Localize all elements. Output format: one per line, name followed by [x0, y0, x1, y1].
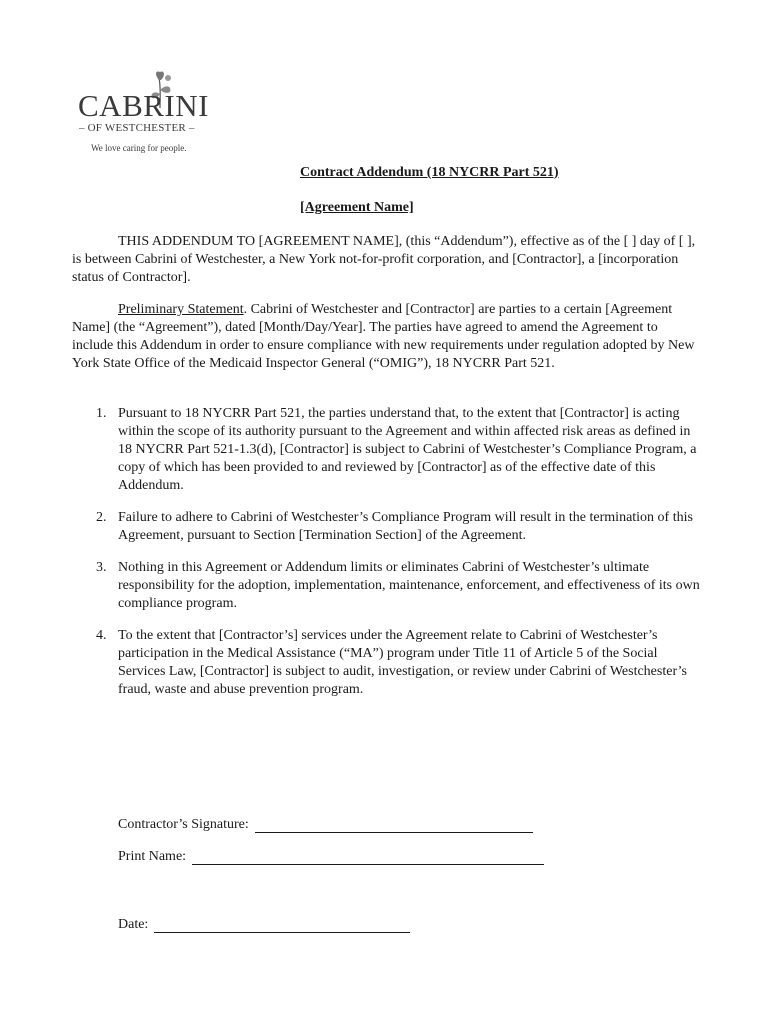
document-title: Contract Addendum (18 NYCRR Part 521): [300, 165, 559, 180]
print-name-label: Print Name:: [118, 849, 187, 864]
preliminary-statement: [72, 301, 700, 373]
item-text: Pursuant to 18 NYCRR Part 521, the parties understand that, to the extent that [Contractor] is acting within the scope of its authority pursuant to the Agreement and within affected risk areas as defined in 18 NYCRR Part 521-1.3(d), [Contractor] is subject to Cabrini of Westchester’s Compliance Program, a copy of which has been provided to and reviewed by [Contractor] as of the effective date of this Addendum.: [118, 406, 697, 493]
date-label: Date:: [118, 917, 149, 932]
intro-paragraph: THIS ADDENDUM TO [AGREEMENT NAME], (this “Addendum”), effective as of the [ ] day of [ ], is between Cabrini of Westchester, a New York not-for-profit corporation, and [Contractor], a [incorporation status of Contractor].: [72, 234, 696, 285]
cabrini-logo: [78, 70, 208, 160]
item-number: 3.: [96, 560, 107, 575]
logo-subtitle: – OF WESTCHESTER –: [79, 122, 195, 134]
item-number: 4.: [96, 628, 107, 643]
preliminary-statement-text: . Cabrini of Westchester and [Contractor] are parties to a certain [Agreement Name] (the “Agreement”), dated [Month/Day/Year]. The parties have agreed to amend the Agreement to include this Addendum in order to ensure compliance with new requirements under regulation adopted by New York State Office of the Medicaid Inspector General (“OMIG”), 18 NYCRR Part 521.: [72, 302, 695, 371]
signature-label: Contractor’s Signature:: [118, 817, 249, 832]
list-item: [72, 405, 702, 495]
logo-wordmark: CABRINI: [78, 88, 209, 123]
signature-line[interactable]: [255, 818, 533, 833]
logo-tagline: We love caring for people.: [91, 143, 187, 153]
print-name-line[interactable]: [192, 850, 544, 865]
item-number: 2.: [96, 510, 107, 525]
list-item: [72, 559, 702, 613]
numbered-clauses: [72, 405, 702, 713]
item-text: To the extent that [Contractor’s] services under the Agreement relate to Cabrini of Westchester’s participation in the Medical Assistance (“MA”) program under Title 11 of Article 5 of the Social Services Law, [Contractor] is subject to audit, investigation, or review under Cabrini of Westchester’s fraud, waste and abuse prevention program.: [118, 628, 687, 697]
signature-row: [118, 817, 533, 833]
agreement-name-heading: [Agreement Name]: [300, 200, 414, 215]
item-text: Failure to adhere to Cabrini of Westchester’s Compliance Program will result in the termination of this Agreement, pursuant to Section [Termination Section] of the Agreement.: [118, 510, 693, 543]
date-line[interactable]: [154, 918, 410, 933]
item-number: 1.: [96, 406, 107, 421]
preliminary-statement-label: Preliminary Statement: [118, 302, 244, 317]
list-item: [72, 627, 702, 699]
date-row: [118, 917, 410, 933]
item-text: Nothing in this Agreement or Addendum limits or eliminates Cabrini of Westchester’s ultimate responsibility for the adoption, implementation, maintenance, enforcement, and effectiveness of its own compliance program.: [118, 560, 700, 611]
list-item: [72, 509, 702, 545]
print-name-row: [118, 849, 544, 865]
